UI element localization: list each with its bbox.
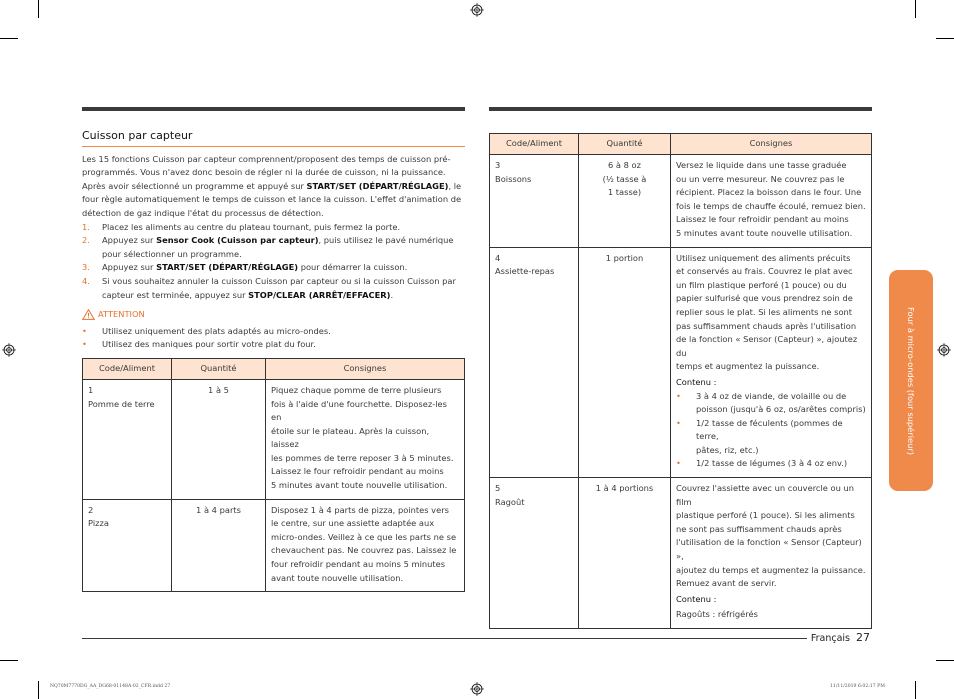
quantity-cell: 1 à 4 parts [172,499,266,592]
attention-list [82,325,465,352]
food-code: 5 [495,483,501,494]
instructions-cell [266,499,465,592]
quantity-line: (½ tasse à [602,173,647,184]
table-header-cell: Code/Aliment [490,134,579,155]
bullet-icon: • [676,458,681,469]
instructions-cell [266,379,465,499]
registration-mark-icon [470,3,484,17]
attention-item [82,338,465,352]
instruction-line: chevauchent pas. Ne couvrez pas. Laissez le [271,545,457,556]
text-run: Placez les aliments au centre du plateau tournant, puis fermez la porte. [102,221,401,232]
text-run: Appuyez sur [102,235,157,246]
instruction-line: plastique perforé (1 pouce). Si les aliments [676,510,855,521]
instruction-line: Remuez avant de servir. [676,578,777,589]
sensor-table-left [82,358,465,592]
bullet-icon: • [82,339,87,350]
crop-mark [915,0,916,18]
quantity-cell [579,478,671,629]
quantity-cell [579,155,671,248]
print-slug: NQ70M7770DG_AA_DG68-01148A-02_CFR.indd 27 [50,684,171,689]
quantity-cell: 1 à 5 [172,379,266,499]
instruction-line: de la fonction « Sensor (Capteur) », ajoutez du [676,334,858,358]
crop-mark [38,0,39,18]
text-run: , le four règle automatiquement le temps de cuisson et lance la cuisson. L'effet d'animation de détection de gaz indique l'état du processus de détection. [82,180,462,218]
code-cell [83,379,172,499]
page-footer [811,631,870,644]
food-name: Pomme de terre [88,398,155,409]
table-header-cell: Code/Aliment [83,358,172,379]
contents-item [676,417,866,458]
instructions-cell [671,247,872,478]
text-run: . [390,289,394,300]
instruction-line: étoile sur le plateau. Après la cuisson, laissez [271,425,430,450]
attention-label: ATTENTION [98,309,145,320]
step-number: 2. [82,235,90,246]
quantity-line: 1 tasse) [607,187,642,198]
print-timestamp: 11/11/2019 6:02:17 PM [830,684,885,689]
instruction-line: Laissez le four refroidir pendant au moins [271,466,444,477]
food-code: 2 [88,504,94,515]
footer-rule [82,638,807,639]
table-row [490,247,872,478]
code-cell [490,478,579,629]
crop-mark [38,681,39,699]
bold-term: STOP/CLEAR (ARRÊT/EFFACER) [248,289,391,300]
contents-line: poisson (jusqu'à 6 oz, os/arêtes compris) [696,404,866,415]
food-name: Ragoût [495,496,525,507]
page-title: Cuisson par capteur [82,129,193,142]
attention-text: Utilisez des maniques pour sortir votre plat du four. [102,339,316,350]
page-number: 27 [856,631,870,644]
instruction-line: fois à l'aide d'une fourchette. Disposez-les en [271,398,447,423]
step-item [82,261,465,275]
table-row [490,155,872,248]
table-header-cell: Consignes [671,134,872,155]
instruction-line: ou un verre mesureur. Ne couvrez pas le [676,173,845,184]
attention-text: Utilisez uniquement des plats adaptés au micro-ondes. [102,325,331,336]
attention-item [82,325,465,339]
instruction-line: temps et augmentez la puissance. [676,361,820,372]
table-row [490,478,872,629]
quantity-line: 1 à 4 portions [595,483,654,494]
contents-label: Contenu : [676,593,717,604]
instructions-cell [671,478,872,629]
instruction-line: four refroidir pendant au moins 5 minutes [271,559,446,570]
instruction-line: ne sont pas suffisamment chauds après [676,523,842,534]
crop-mark [0,660,18,661]
bullet-icon: • [82,325,87,336]
footer-language: Français [810,633,850,644]
text-run: Appuyez sur [102,262,157,273]
instruction-line: avant toute nouvelle utilisation. [271,572,404,583]
section-rule [82,107,465,111]
food-name: Boissons [495,173,532,184]
instruction-line: le centre, sur une assiette adaptée aux [271,518,435,529]
right-column [489,133,872,629]
registration-mark-icon [470,682,484,696]
heading-underline [82,146,465,147]
food-code: 1 [88,384,94,395]
table-row [83,499,465,592]
food-code: 4 [495,252,501,263]
instruction-line: fois le temps de chauffe écoulé, remuez bien. [676,200,866,211]
step-item [82,275,465,302]
section-rule [489,107,872,111]
registration-mark-icon [2,343,16,357]
instruction-line: l'utilisation de la fonction « Sensor (Capteur) », [676,537,862,562]
attention-heading [82,308,465,322]
crop-mark [936,38,954,39]
steps-list [82,221,465,303]
instruction-line: Piquez chaque pomme de terre plusieurs [271,384,442,395]
food-code: 3 [495,160,501,170]
code-cell [490,247,579,478]
instruction-line: Couvrez l'assiette avec un couvercle ou un film [676,483,855,507]
step-text [102,234,465,261]
side-tab-label: Four à micro-ondes (four supérieur) [906,306,916,455]
contents-line: 1/2 tasse de féculents (pommes de terre, [696,417,843,442]
code-cell [83,499,172,592]
text-run: Les 15 fonctions Cuisson par capteur comprennent/proposent des temps de cuisson pré-programmés. Vous n'avez donc besoin de régler ni la durée de cuisson, ni la puissance. Après avoir sélectionné un programme et appuyé sur [82,153,451,191]
quantity-line: 1 portion [605,252,644,263]
sensor-table-right [489,133,872,629]
step-number: 4. [82,275,90,286]
instruction-line: 5 minutes avant toute nouvelle utilisation. [676,227,853,238]
bold-term: START/SET (DÉPART/RÉGLAGE) [156,262,299,273]
contents-item [676,390,866,417]
instruction-line: Laissez le four refroidir pendant au moins [676,214,849,225]
step-text [102,221,400,235]
instruction-line: Versez le liquide dans une tasse graduée [676,160,847,170]
instruction-line: ajoutez du temps et augmentez la puissance. [676,564,866,575]
instruction-line: et conservés au frais. Couvrez le plat avec [676,266,853,277]
step-number: 1. [82,221,90,232]
step-item [82,234,465,261]
instruction-line: Disposez 1 à 4 parts de pizza, pointes vers [271,504,449,515]
contents-item [676,457,866,471]
table-header-cell: Quantité [579,134,671,155]
warning-icon [82,309,95,320]
instruction-line: replier sous le plat. Si les aliments ne sont [676,306,853,317]
crop-mark [915,681,916,699]
bold-term: START/SET (DÉPART/RÉGLAGE) [306,180,449,191]
instruction-line: récipient. Placez la boisson dans le four. Une [676,187,862,198]
instruction-line: papier sulfurisé que vous prendrez soin de [676,293,853,304]
bullet-icon: • [676,390,681,401]
contents-text: Ragoûts : réfrigérés [676,609,758,620]
instruction-line: 5 minutes avant toute nouvelle utilisation. [271,480,448,491]
instruction-line: pas suffisamment chauds après l'utilisation [676,320,857,331]
table-row [83,379,465,499]
registration-mark-icon [937,343,951,357]
text-run: pour démarrer la cuisson. [298,262,408,273]
table-header-cell: Quantité [172,358,266,379]
instruction-line: micro-ondes. Veillez à ce que les parts ne se [271,531,457,542]
quantity-line: 6 à 8 oz [608,160,641,170]
crop-mark [0,38,18,39]
contents-label: Contenu : [676,376,717,387]
contents-line: 3 à 4 oz de viande, de volaille ou de [696,390,847,401]
instruction-line: les pommes de terre reposer 3 à 5 minutes. [271,452,454,463]
text-run: , puis utilisez le pavé numérique pour sélectionner un programme. [102,235,454,259]
text-run: Si vous souhaitez annuler la cuisson Cuisson par capteur ou si la cuisson Cuisson par capteur est terminée, appuyez sur [102,275,456,300]
crop-mark [936,660,954,661]
left-column [82,129,465,592]
code-cell [490,155,579,248]
instruction-line: Utilisez uniquement des aliments précuits [676,252,851,263]
contents-line: 1/2 tasse de légumes (3 à 4 oz env.) [696,458,848,469]
instruction-line: un film plastique perforé (1 pouce) ou du [676,279,847,290]
contents-line: pâtes, riz, etc.) [696,444,759,455]
step-number: 3. [82,262,90,273]
intro-paragraph [82,153,465,221]
step-text [102,261,407,275]
section-side-tab [889,270,933,491]
instructions-cell [671,155,872,248]
contents-item-text [696,417,866,458]
contents-item-text [696,390,866,417]
step-item [82,221,465,235]
quantity-cell [579,247,671,478]
bullet-icon: • [676,417,681,428]
food-name: Pizza [88,518,109,529]
step-text [102,275,465,302]
bold-term: Sensor Cook (Cuisson par capteur) [156,235,319,246]
food-name: Assiette-repas [495,266,555,277]
contents-item-text [696,457,847,471]
table-header-cell: Consignes [266,358,465,379]
